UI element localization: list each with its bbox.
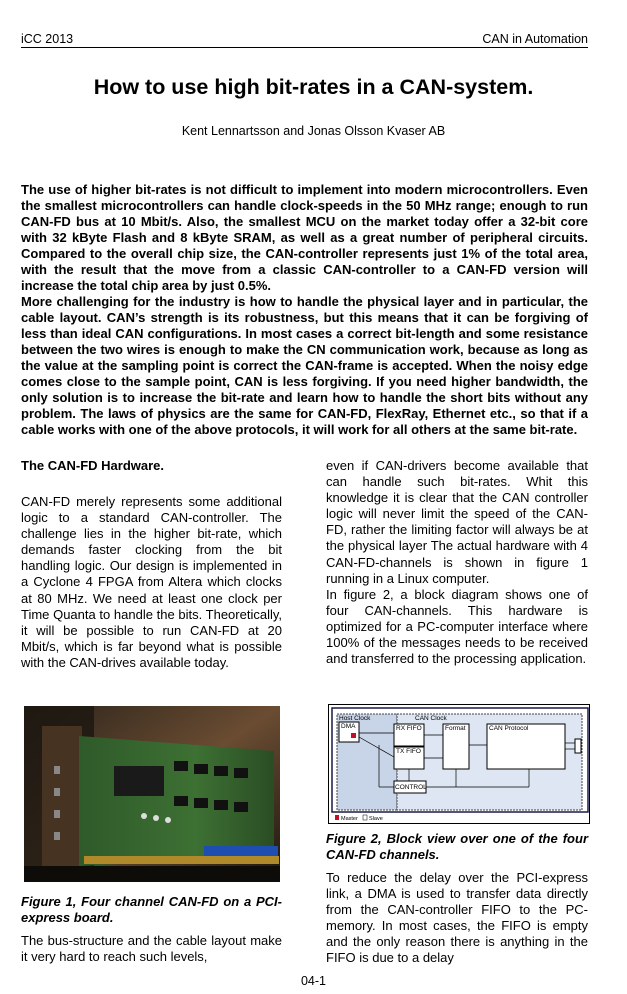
page-number: 04-1: [300, 974, 327, 988]
figure-1-caption: Figure 1, Four channel CAN-FD on a PCI-express board.: [21, 894, 282, 925]
header-conference: iCC 2013: [21, 32, 74, 46]
dma-label: DMA: [341, 723, 356, 730]
paper-authors: Kent Lennartsson and Jonas Olsson Kvaser AB: [181, 124, 446, 138]
right-column-body: [326, 458, 588, 667]
pci-express-board-photo-icon: [24, 706, 280, 882]
right-column-continued: [326, 870, 588, 967]
can-clock-label: CAN Clock: [415, 715, 447, 722]
figure-2-caption: Figure 2, Block view over one of the four CAN-FD channels.: [326, 831, 588, 862]
abstract-paragraph-2: More challenging for the industry is how to handle the physical layer and in particular, the cable layout. CAN’s strength is its robustness, but this means that it can be forgiving of less than ideal CAN configurations. In most cases a correct bit-length and some resistance between the two wires is enough to make the CN communication work, because as long as the value at the sampling point is correct the CAN-frame is accepted. When the noisy edge comes close to the sample point, CAN is less forgiving. If you need higher bandwidth, the only solution is to increase the bit-rate and learn how to handle the short bits without any problem. The laws of physics are the same for CAN-FD, FlexRay, Ethernet etc., so that if a cable works with one of the above protocols, it will work for all others at the same bit-rate.: [21, 294, 588, 437]
left-paragraph-2: The bus-structure and the cable layout make it very hard to reach such levels,: [21, 933, 282, 965]
running-header: [21, 31, 588, 48]
figure-1-photo: [24, 706, 280, 882]
section-heading: The CAN-FD Hardware.: [21, 458, 165, 473]
control-label: CONTROL: [395, 784, 427, 791]
master-legend-label: Master: [341, 816, 358, 822]
left-paragraph-1: CAN-FD merely represents some additional logic to a standard CAN-controller. The challenge lies in the higher bit-rate, which demands faster clocking from the bit handling logic. Our design is implemented in a Cyclone 4 FPGA from Altera which clocks at 80 MHz. We need at least one clock per Time Quanta to handle the bits. Theoretically, it will be possible to run CAN-FD at 20 Mbit/s, which is far beyond what is possible with the CAN-drives available today.: [21, 494, 282, 670]
rx-fifo-label: RX FIFO: [396, 725, 422, 732]
can-protocol-label: CAN Protocol: [489, 725, 529, 732]
slave-legend-label: Slave: [369, 816, 383, 822]
abstract-paragraph-1: The use of higher bit-rates is not difficult to implement into modern microcontrollers. Even the smallest microcontrollers can handle clock-speeds in the 50 MHz range; enough to run CAN-FD bus at 10 Mbit/s. Also, the smallest MCU on the market today offer a 32-bit core with 32 kByte Flash and 8 kByte SRAM, as well as a great number of peripheral circuits. Compared to the overall chip size, the CAN-controller represents just 1% of the total area, with the result that the move from a classic CAN-controller to a CAN-FD version will increase the total chip area by just 0.5%.: [21, 182, 588, 293]
right-paragraph-2: In figure 2, a block diagram shows one of four CAN-channels. This hardware is optimized for a PC-computer interface where 100% of the messages needs to be received and transferred to the processing application.: [326, 586, 588, 667]
paper-title: How to use high bit-rates in a CAN-system.: [93, 75, 534, 99]
slave-legend-swatch: [363, 815, 367, 820]
host-clock-label: Host Clock: [339, 715, 371, 722]
left-column-continued: [21, 933, 282, 965]
format-label: Format: [445, 725, 466, 732]
tx-fifo-label: TX FIFO: [396, 748, 421, 755]
right-paragraph-3: To reduce the delay over the PCI-express link, a DMA is used to transfer data directly from the CAN-controller FIFO to the PC-memory. In most cases, the FIFO is empty and the only reason there is anything in the FIFO is due to a delay: [326, 870, 588, 966]
master-legend-swatch: [335, 815, 339, 820]
figure-2-block-diagram: [328, 704, 590, 824]
left-column-body: [21, 494, 282, 671]
header-organization: CAN in Automation: [482, 32, 588, 46]
abstract: [21, 182, 588, 438]
right-paragraph-1: even if CAN-drivers become available that can handle such bit-rates. Whit this knowledge it is clear that the CAN controller logic will never limit the speed of the CAN-FD, rather the limiting factor will always be at the physical layer The actual hardware with 4 CAN-FD-channels is shown in figure 1 running in a Linux computer.: [326, 458, 588, 586]
